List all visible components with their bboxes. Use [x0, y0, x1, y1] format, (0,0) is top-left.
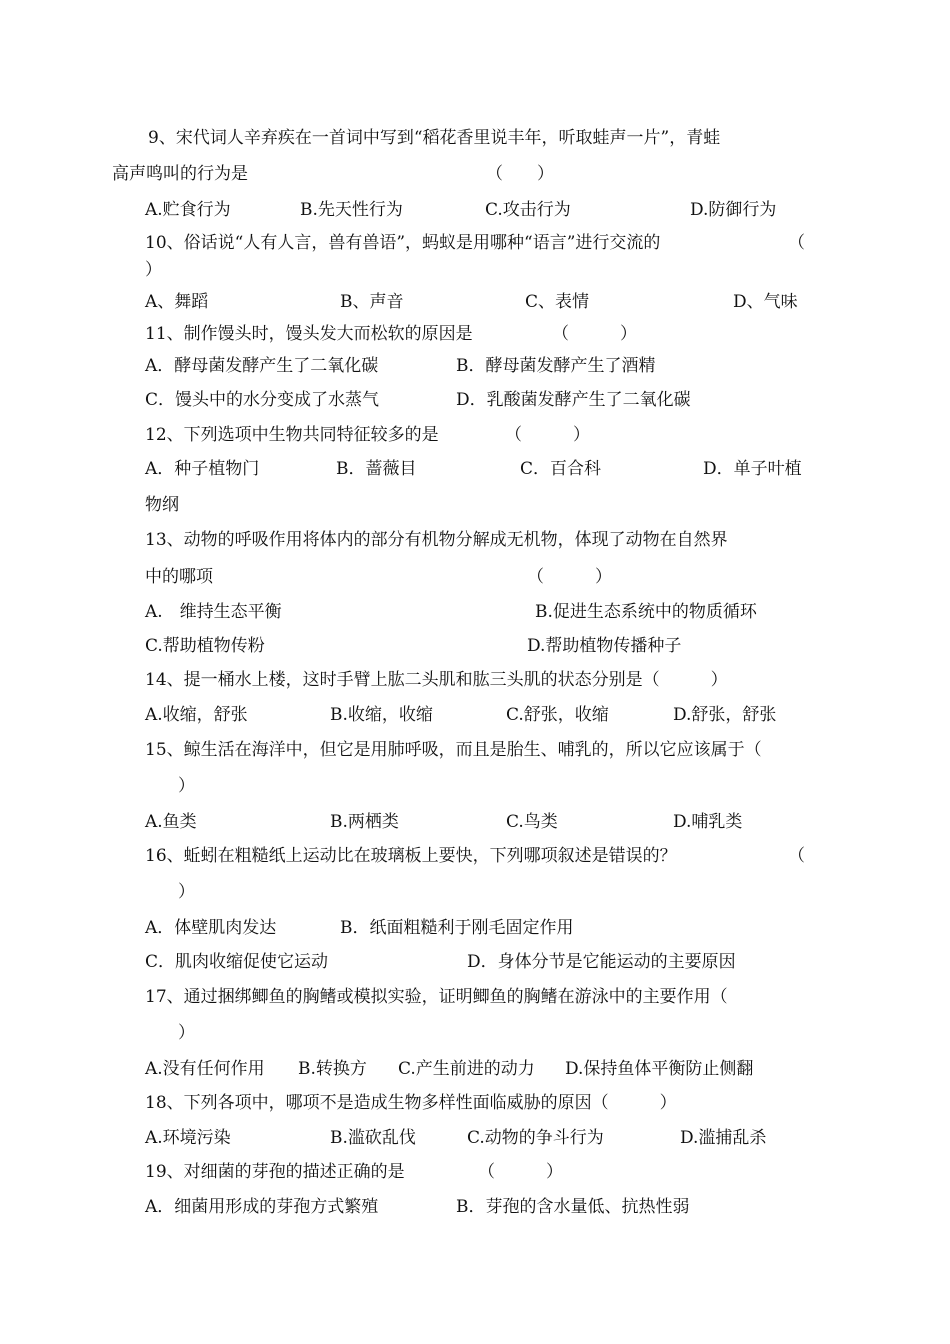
q13-option-c[interactable]: C.帮助植物传粉 — [145, 636, 265, 656]
q16-option-b[interactable]: B．纸面粗糙利于刚毛固定作用 — [340, 918, 574, 938]
q16-option-c[interactable]: C．肌肉收缩促使它运动 — [145, 952, 329, 972]
q10-bracket-close: ） — [145, 260, 162, 280]
q15-option-d[interactable]: D.哺乳类 — [673, 812, 743, 832]
q15-option-b[interactable]: B.两栖类 — [330, 812, 399, 832]
q18-option-a[interactable]: A.环境污染 — [145, 1128, 231, 1148]
q15-option-c[interactable]: C.鸟类 — [506, 812, 558, 832]
q13-stem-line2: 中的哪项 — [145, 567, 213, 587]
q11-option-a[interactable]: A．酵母菌发酵产生了二氧化碳 — [145, 356, 379, 376]
q19-option-b[interactable]: B．芽孢的含水量低、抗热性弱 — [456, 1197, 690, 1217]
q12-option-c[interactable]: C．百合科 — [520, 459, 602, 479]
q14-option-c[interactable]: C.舒张，收缩 — [506, 705, 609, 725]
q17-option-a[interactable]: A.没有任何作用 — [145, 1059, 265, 1079]
q17-option-b[interactable]: B.转换方 — [298, 1059, 367, 1079]
q14-option-a[interactable]: A.收缩，舒张 — [145, 705, 248, 725]
q12-option-d-continuation: 物纲 — [145, 495, 179, 515]
q9-option-c[interactable]: C.攻击行为 — [485, 200, 571, 220]
q19-option-a[interactable]: A．细菌用形成的芽孢方式繁殖 — [145, 1197, 379, 1217]
q15-option-a[interactable]: A.鱼类 — [145, 812, 197, 832]
q17-stem: 17、通过捆绑鲫鱼的胸鳍或模拟实验，证明鲫鱼的胸鳍在游泳中的主要作用（ — [145, 987, 728, 1007]
q13-answer-bracket: （ ） — [527, 567, 612, 587]
q14-stem: 14、提一桶水上楼，这时手臂上肱二头肌和肱三头肌的状态分别是（ ） — [145, 670, 728, 690]
q9-option-a[interactable]: A.贮食行为 — [145, 200, 231, 220]
q13-option-a[interactable]: A. 维持生态平衡 — [145, 602, 282, 622]
q10-option-c[interactable]: C、表情 — [525, 292, 590, 312]
q16-bracket-close: ） — [178, 882, 195, 902]
q10-option-d[interactable]: D、气味 — [733, 292, 798, 312]
q18-option-c[interactable]: C.动物的争斗行为 — [467, 1128, 604, 1148]
q12-option-a[interactable]: A．种子植物门 — [145, 459, 260, 479]
q9-stem-line1: 9、宋代词人辛弃疾在一首词中写到“稻花香里说丰年，听取蛙声一片”，青蛙 — [148, 128, 721, 148]
q16-stem: 16、蚯蚓在粗糙纸上运动比在玻璃板上要快，下列哪项叙述是错误的？ — [145, 846, 677, 866]
q16-option-a[interactable]: A．体壁肌肉发达 — [145, 918, 277, 938]
q11-option-b[interactable]: B．酵母菌发酵产生了酒精 — [456, 356, 656, 376]
q15-stem: 15、鲸生活在海洋中，但它是用肺呼吸，而且是胎生、哺乳的，所以它应该属于（ — [145, 740, 762, 760]
q12-answer-bracket: （ ） — [505, 425, 590, 445]
q17-option-c[interactable]: C.产生前进的动力 — [398, 1059, 535, 1079]
q14-option-d[interactable]: D.舒张，舒张 — [673, 705, 777, 725]
q10-option-b[interactable]: B、声音 — [340, 292, 404, 312]
q10-bracket-open: （ — [788, 233, 805, 253]
q9-answer-bracket: （ ） — [486, 164, 554, 184]
q12-option-b[interactable]: B．蔷薇目 — [336, 459, 417, 479]
q11-option-d[interactable]: D．乳酸菌发酵产生了二氧化碳 — [456, 390, 691, 410]
q10-stem: 10、俗话说“人有人言，兽有兽语”，蚂蚁是用哪种“语言”进行交流的 — [145, 233, 661, 253]
q19-answer-bracket: （ ） — [478, 1162, 563, 1182]
q11-answer-bracket: （ ） — [552, 324, 637, 344]
q9-option-b[interactable]: B.先天性行为 — [300, 200, 403, 220]
q15-bracket-close: ） — [178, 776, 195, 796]
q11-option-c[interactable]: C．馒头中的水分变成了水蒸气 — [145, 390, 380, 410]
q13-option-d[interactable]: D.帮助植物传播种子 — [527, 636, 682, 656]
q14-option-b[interactable]: B.收缩，收缩 — [330, 705, 433, 725]
q18-stem: 18、下列各项中，哪项不是造成生物多样性面临威胁的原因（ ） — [145, 1093, 677, 1113]
q9-stem-line2: 高声鸣叫的行为是 — [112, 164, 248, 184]
q12-option-d[interactable]: D．单子叶植 — [703, 459, 802, 479]
q17-bracket-close: ） — [178, 1023, 195, 1043]
q16-option-d[interactable]: D．身体分节是它能运动的主要原因 — [467, 952, 736, 972]
q18-option-b[interactable]: B.滥砍乱伐 — [330, 1128, 416, 1148]
q11-stem: 11、制作馒头时，馒头发大而松软的原因是 — [145, 324, 473, 344]
q17-option-d[interactable]: D.保持鱼体平衡防止侧翻 — [565, 1059, 754, 1079]
q9-option-d[interactable]: D.防御行为 — [690, 200, 777, 220]
q18-option-d[interactable]: D.滥捕乱杀 — [680, 1128, 767, 1148]
q12-stem: 12、下列选项中生物共同特征较多的是 — [145, 425, 439, 445]
q10-option-a[interactable]: A、舞蹈 — [145, 292, 209, 312]
q19-stem: 19、对细菌的芽孢的描述正确的是 — [145, 1162, 405, 1182]
q13-option-b[interactable]: B.促进生态系统中的物质循环 — [535, 602, 757, 622]
q16-bracket-open: （ — [788, 846, 805, 866]
q13-stem-line1: 13、动物的呼吸作用将体内的部分有机物分解成无机物，体现了动物在自然界 — [145, 530, 728, 550]
